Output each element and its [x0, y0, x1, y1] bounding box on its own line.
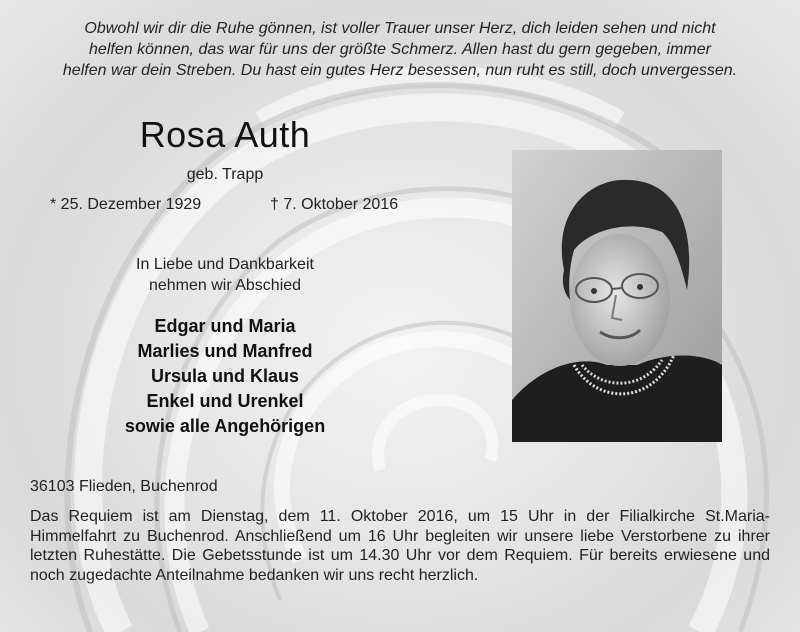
poem-line-3: helfen war dein Streben. Du hast ein gutes Herz besessen, nun ruht es still, doch unvergessen. — [62, 62, 738, 79]
birth-date: * 25. Dezember 1929 — [50, 196, 202, 213]
portrait-image — [512, 150, 722, 442]
requiem-text: Das Requiem ist am Dienstag, dem 11. Oktober 2016, um 15 Uhr in der Filialkirche St.Maria-Himmelfahrt zu Buchenrod. Anschließend um 16 Uhr begleiten wir unsere liebe Verstorbene zu ihrer letzten Ruhestätte. Die Gebetsstunde ist um 14.30 Uhr vor dem Requiem. Für bereits erwiesene und noch zugedachte Anteilnahme bedanken wir uns recht herzlich. — [30, 508, 770, 584]
maiden-name: geb. Trapp — [186, 166, 264, 183]
mourner-item: Marlies und Manfred — [137, 341, 313, 361]
portrait-photo — [512, 150, 722, 442]
poem-line-2: helfen können, das war für uns der größte Schmerz. Allen hast du gern gegeben, immer — [89, 41, 711, 58]
poem-line-1: Obwohl wir dir die Ruhe gönnen, ist voller Trauer unser Herz, dich leiden sehen und nicht — [84, 20, 716, 37]
death-date: † 7. Oktober 2016 — [270, 196, 399, 213]
farewell-text — [60, 254, 390, 296]
poem — [20, 18, 780, 81]
mourner-item: Edgar und Maria — [154, 316, 296, 336]
farewell-line-2: nehmen wir Abschied — [148, 277, 302, 294]
location: 36103 Flieden, Buchenrod — [30, 478, 218, 495]
deceased-name: Rosa Auth — [139, 114, 311, 155]
mourner-item: Enkel und Urenkel — [146, 391, 304, 411]
mourner-item: Ursula und Klaus — [150, 366, 300, 386]
farewell-line-1: In Liebe und Dankbarkeit — [136, 256, 314, 273]
mourner-item: sowie alle Angehörigen — [124, 416, 326, 436]
mourners-list — [60, 314, 390, 439]
